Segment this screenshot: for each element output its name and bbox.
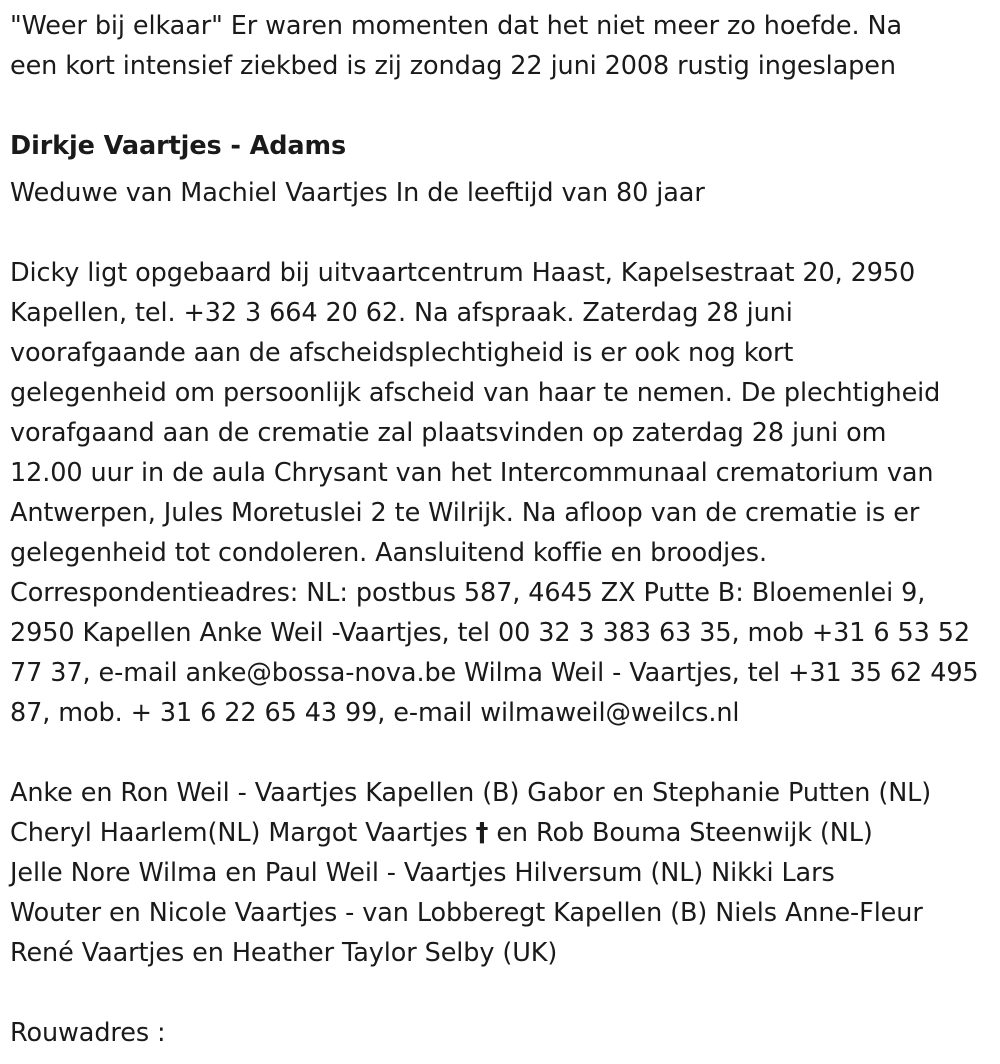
family-line-2 [10,813,873,853]
details-line-1: Dicky ligt opgebaard bij uitvaartcentrum Haast, Kapelsestraat 20, 2950 [10,258,916,288]
cross-icon: † [475,818,489,848]
intro-line-1: "Weer bij elkaar" Er waren momenten dat het niet meer zo hoefde. Na [10,11,903,41]
family-line-5: René Vaartjes en Heather Taylor Selby (UK) [10,938,558,968]
details-line-4: gelegenheid om persoonlijk afscheid van haar te nemen. De plechtigheid [10,378,941,408]
deceased-name: Dirkje Vaartjes - Adams [10,131,347,161]
details-line-12: 87, mob. + 31 6 22 65 43 99, e-mail wilmaweil@weilcs.nl [10,698,740,728]
details-line-8: gelegenheid tot condoleren. Aansluitend koffie en broodjes. [10,538,767,568]
details-line-10: 2950 Kapellen Anke Weil -Vaartjes, tel 00 32 3 383 63 35, mob +31 6 53 52 [10,618,971,648]
family-line-3: Jelle Nore Wilma en Paul Weil - Vaartjes Hilversum (NL) Nikki Lars [10,858,835,888]
family-line-1: Anke en Ron Weil - Vaartjes Kapellen (B) Gabor en Stephanie Putten (NL) [10,778,932,808]
details-line-2: Kapellen, tel. +32 3 664 20 62. Na afspraak. Zaterdag 28 juni [10,298,793,328]
family-line-2-end: en Rob Bouma Steenwijk (NL) [488,818,873,848]
details-line-9: Correspondentieadres: NL: postbus 587, 4645 ZX Putte B: Bloemenlei 9, [10,578,926,608]
deceased-subtitle: Weduwe van Machiel Vaartjes In de leeftijd van 80 jaar [10,178,705,208]
family-line-2-start: Cheryl Haarlem(NL) Margot Vaartjes [10,818,476,848]
details-line-5: vorafgaand aan de crematie zal plaatsvinden op zaterdag 28 juni om [10,418,887,448]
mourning-address-label: Rouwadres : [10,1018,166,1048]
family-line-4: Wouter en Nicole Vaartjes - van Lobberegt Kapellen (B) Niels Anne-Fleur [10,898,923,928]
details-line-7: Antwerpen, Jules Moretuslei 2 te Wilrijk. Na afloop van de crematie is er [10,498,920,528]
details-line-3: voorafgaande aan de afscheidsplechtigheid is er ook nog kort [10,338,794,368]
intro-line-2: een kort intensief ziekbed is zij zondag 22 juni 2008 rustig ingeslapen [10,51,896,81]
details-line-6: 12.00 uur in de aula Chrysant van het Intercommunaal crematorium van [10,458,934,488]
details-line-11: 77 37, e-mail anke@bossa-nova.be Wilma Weil - Vaartjes, tel +31 35 62 495 [10,658,979,688]
